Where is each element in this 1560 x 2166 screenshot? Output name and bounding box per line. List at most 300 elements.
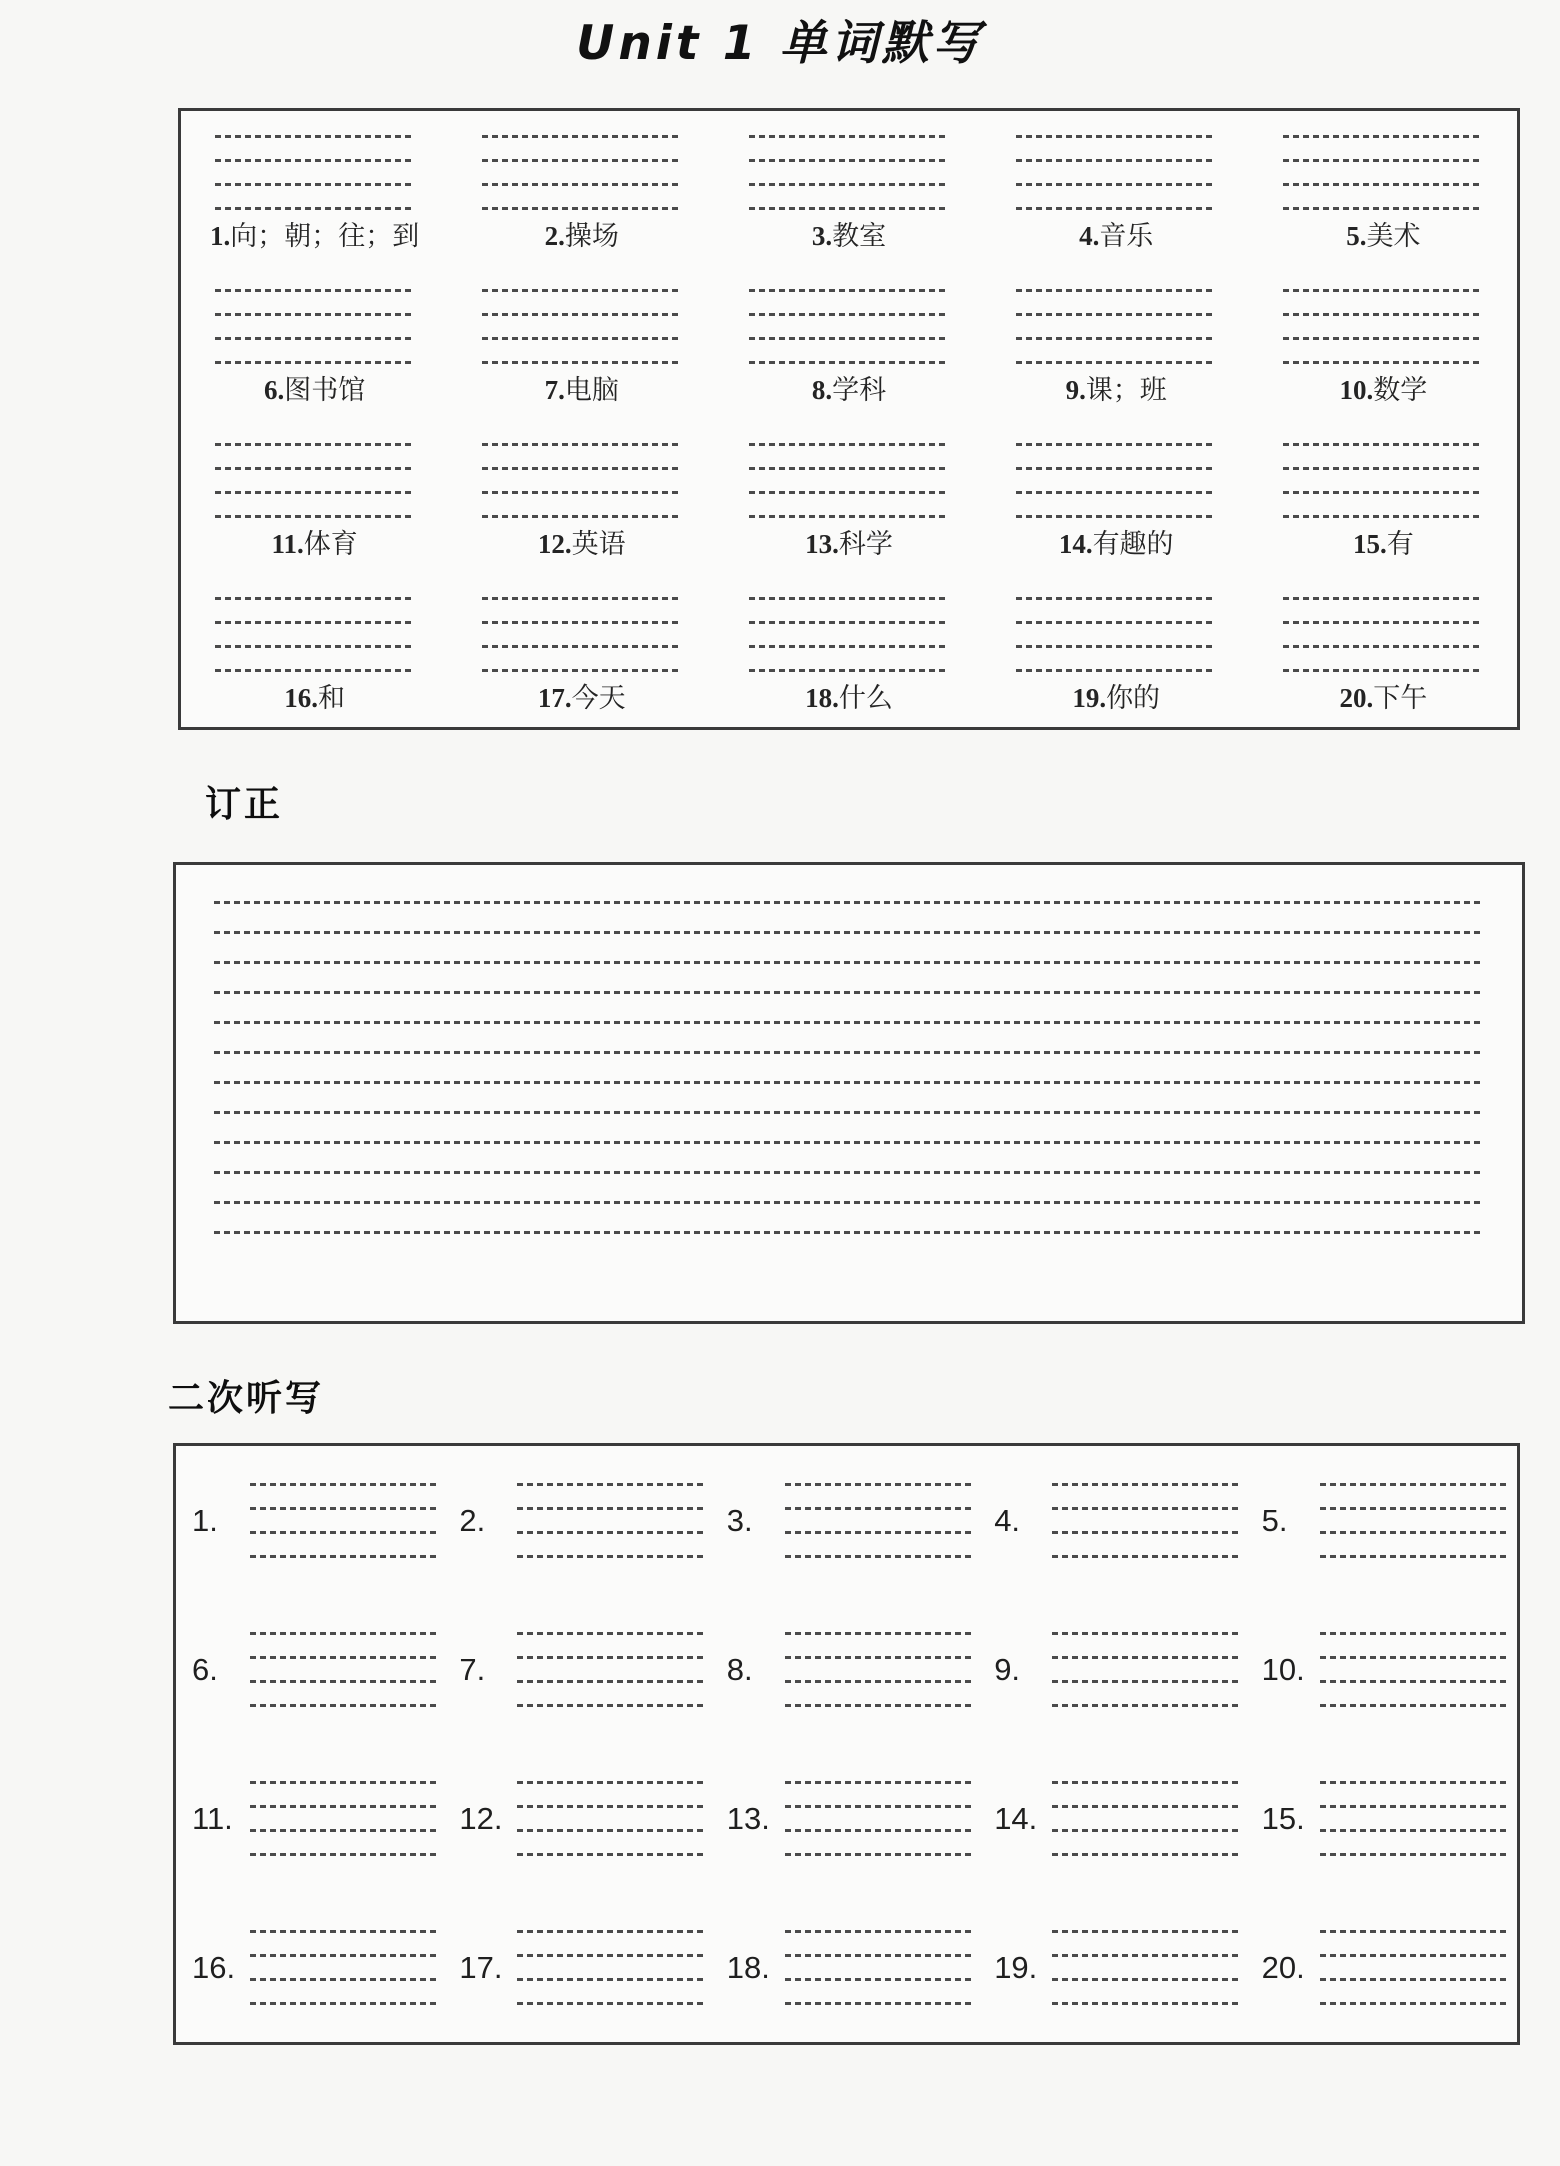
writing-line bbox=[517, 2002, 707, 2005]
writing-line bbox=[1052, 1781, 1242, 1784]
writing-line bbox=[1016, 669, 1216, 672]
item-line-stack bbox=[250, 1930, 440, 2005]
word-label bbox=[1066, 375, 1167, 406]
writing-line bbox=[1016, 183, 1216, 186]
word-number: 18. bbox=[805, 682, 839, 713]
writing-line bbox=[214, 1021, 1484, 1024]
writing-line bbox=[749, 491, 949, 494]
writing-line bbox=[482, 289, 682, 292]
item-line-stack bbox=[1320, 1483, 1510, 1558]
item-line-stack bbox=[1052, 1930, 1242, 2005]
writing-line bbox=[1016, 645, 1216, 648]
item-line-stack bbox=[785, 1930, 975, 2005]
writing-line bbox=[214, 1141, 1484, 1144]
word-number: 12. bbox=[537, 528, 572, 559]
word-cell bbox=[181, 111, 448, 265]
writing-line bbox=[1016, 443, 1216, 446]
writing-line bbox=[1320, 1853, 1510, 1856]
writing-line bbox=[749, 443, 949, 446]
word-cell bbox=[448, 111, 715, 265]
writing-line bbox=[785, 2002, 975, 2005]
writing-line bbox=[517, 1829, 707, 1832]
item-line-stack bbox=[1320, 1781, 1510, 1856]
word-label bbox=[284, 683, 345, 714]
writing-line bbox=[1016, 135, 1216, 138]
writing-line bbox=[215, 135, 415, 138]
item-number: 3. bbox=[726, 1502, 753, 1538]
word-cell bbox=[448, 419, 715, 573]
item-line-stack bbox=[1052, 1483, 1242, 1558]
word-cell bbox=[1250, 573, 1517, 727]
writing-line bbox=[785, 1853, 975, 1856]
word-number: 4. bbox=[1079, 220, 1100, 251]
writing-line bbox=[1016, 467, 1216, 470]
writing-line bbox=[517, 1483, 707, 1486]
word-label bbox=[812, 221, 886, 252]
writing-line bbox=[482, 621, 682, 624]
writing-line bbox=[749, 289, 949, 292]
writing-line bbox=[250, 1680, 440, 1683]
word-cell bbox=[983, 265, 1250, 419]
writing-line bbox=[517, 1805, 707, 1808]
writing-line bbox=[785, 1632, 975, 1635]
writing-line bbox=[1283, 313, 1483, 316]
writing-line bbox=[517, 1930, 707, 1933]
word-meaning: 课；班 bbox=[1085, 374, 1167, 405]
writing-line bbox=[785, 1555, 975, 1558]
writing-line bbox=[1320, 2002, 1510, 2005]
writing-line bbox=[250, 1555, 440, 1558]
word-label bbox=[805, 529, 893, 560]
writing-line bbox=[1320, 1507, 1510, 1510]
writing-line bbox=[250, 1632, 440, 1635]
writing-line bbox=[482, 515, 682, 518]
redictation-item bbox=[715, 1930, 982, 2005]
writing-line bbox=[1052, 1954, 1242, 1957]
writing-line bbox=[1016, 207, 1216, 210]
word-cell bbox=[448, 573, 715, 727]
word-meaning: 今天 bbox=[571, 682, 626, 713]
word-label bbox=[1353, 529, 1414, 560]
writing-line bbox=[482, 159, 682, 162]
writing-line bbox=[1052, 2002, 1242, 2005]
word-number: 19. bbox=[1072, 682, 1107, 713]
writing-line bbox=[785, 1781, 975, 1784]
writing-line bbox=[1016, 337, 1216, 340]
writing-line bbox=[1016, 361, 1216, 364]
redictation-item bbox=[982, 1930, 1249, 2005]
writing-line bbox=[214, 1111, 1484, 1114]
redictation-heading: 二次听写 bbox=[168, 1378, 325, 1419]
item-number: 18. bbox=[726, 1949, 770, 1985]
writing-line bbox=[1052, 1507, 1242, 1510]
writing-line bbox=[517, 1954, 707, 1957]
writing-line bbox=[1283, 289, 1483, 292]
writing-line bbox=[1320, 1805, 1510, 1808]
writing-line bbox=[250, 1805, 440, 1808]
word-number: 5. bbox=[1346, 220, 1367, 251]
redictation-item bbox=[715, 1632, 982, 1707]
redictation-item bbox=[180, 1930, 447, 2005]
writing-line bbox=[250, 1853, 440, 1856]
writing-line bbox=[1052, 1805, 1242, 1808]
item-line-stack bbox=[1320, 1632, 1510, 1707]
writing-line bbox=[785, 1507, 975, 1510]
item-number: 7. bbox=[459, 1651, 486, 1687]
word-label bbox=[538, 683, 626, 714]
writing-line bbox=[215, 597, 415, 600]
writing-line bbox=[749, 621, 949, 624]
item-number: 11. bbox=[192, 1800, 233, 1836]
word-number: 11. bbox=[271, 528, 304, 559]
word-label bbox=[812, 375, 886, 406]
word-meaning: 数学 bbox=[1373, 374, 1428, 405]
word-meaning: 有 bbox=[1386, 528, 1414, 559]
writing-line bbox=[1320, 1483, 1510, 1486]
word-cell bbox=[181, 419, 448, 573]
redictation-item bbox=[447, 1483, 714, 1558]
word-meaning: 你的 bbox=[1106, 682, 1161, 713]
writing-line bbox=[214, 931, 1484, 934]
writing-line bbox=[785, 1704, 975, 1707]
writing-line bbox=[214, 901, 1484, 904]
writing-line bbox=[1016, 313, 1216, 316]
writing-line bbox=[749, 135, 949, 138]
word-meaning: 教室 bbox=[832, 220, 887, 251]
redictation-grid bbox=[173, 1443, 1520, 2045]
writing-line bbox=[214, 961, 1484, 964]
word-label bbox=[538, 529, 626, 560]
redictation-item bbox=[1250, 1930, 1517, 2005]
writing-line bbox=[785, 1656, 975, 1659]
writing-line bbox=[517, 1978, 707, 1981]
writing-line bbox=[1283, 669, 1483, 672]
word-number: 9. bbox=[1065, 374, 1086, 405]
writing-line bbox=[1052, 1656, 1242, 1659]
writing-line bbox=[785, 1680, 975, 1683]
writing-line bbox=[214, 1201, 1484, 1204]
writing-line bbox=[482, 645, 682, 648]
writing-line bbox=[1016, 515, 1216, 518]
writing-line bbox=[749, 645, 949, 648]
word-cell bbox=[715, 111, 982, 265]
correction-line-group bbox=[214, 901, 1484, 994]
writing-line bbox=[749, 183, 949, 186]
writing-line bbox=[749, 467, 949, 470]
writing-line bbox=[517, 1704, 707, 1707]
writing-line bbox=[250, 1954, 440, 1957]
word-number: 10. bbox=[1339, 374, 1374, 405]
writing-line bbox=[215, 669, 415, 672]
redictation-item bbox=[1250, 1632, 1517, 1707]
writing-line bbox=[1320, 1930, 1510, 1933]
item-line-stack bbox=[785, 1483, 975, 1558]
word-label bbox=[545, 375, 619, 406]
word-meaning: 学科 bbox=[832, 374, 887, 405]
writing-line bbox=[214, 1171, 1484, 1174]
item-line-stack bbox=[517, 1632, 707, 1707]
writing-line bbox=[215, 621, 415, 624]
writing-line bbox=[1283, 597, 1483, 600]
writing-line bbox=[250, 1531, 440, 1534]
writing-line bbox=[1052, 1555, 1242, 1558]
item-number: 13. bbox=[726, 1800, 770, 1836]
writing-line bbox=[1052, 1483, 1242, 1486]
writing-line bbox=[250, 1483, 440, 1486]
word-label bbox=[1079, 221, 1153, 252]
writing-line bbox=[1052, 1680, 1242, 1683]
redictation-item bbox=[1250, 1483, 1517, 1558]
word-cell bbox=[1250, 265, 1517, 419]
writing-line bbox=[1320, 1704, 1510, 1707]
word-number: 20. bbox=[1339, 682, 1374, 713]
writing-line bbox=[1320, 1954, 1510, 1957]
word-number: 17. bbox=[537, 682, 572, 713]
word-cell bbox=[181, 265, 448, 419]
item-number: 15. bbox=[1261, 1800, 1305, 1836]
writing-line bbox=[749, 669, 949, 672]
writing-line bbox=[1016, 597, 1216, 600]
item-number: 10. bbox=[1261, 1651, 1305, 1687]
writing-line bbox=[517, 1656, 707, 1659]
word-cell bbox=[983, 573, 1250, 727]
writing-line bbox=[215, 313, 415, 316]
writing-line bbox=[482, 313, 682, 316]
writing-line bbox=[1283, 515, 1483, 518]
word-dictation-grid bbox=[178, 108, 1520, 730]
writing-line bbox=[1283, 645, 1483, 648]
writing-line bbox=[215, 467, 415, 470]
word-number: 15. bbox=[1353, 528, 1387, 559]
word-label bbox=[1346, 221, 1420, 252]
writing-line bbox=[482, 135, 682, 138]
writing-line bbox=[250, 1656, 440, 1659]
word-label bbox=[271, 529, 357, 560]
writing-line bbox=[215, 361, 415, 364]
word-meaning: 体育 bbox=[303, 528, 358, 559]
word-cell bbox=[715, 573, 982, 727]
word-number: 3. bbox=[811, 220, 833, 251]
writing-line bbox=[1052, 1704, 1242, 1707]
writing-line bbox=[1320, 1656, 1510, 1659]
writing-line bbox=[1052, 1853, 1242, 1856]
item-line-stack bbox=[517, 1483, 707, 1558]
writing-line bbox=[1052, 1531, 1242, 1534]
word-label bbox=[545, 221, 619, 252]
item-number: 9. bbox=[994, 1651, 1021, 1687]
redictation-item bbox=[180, 1781, 447, 1856]
writing-line bbox=[1283, 621, 1483, 624]
writing-line bbox=[749, 515, 949, 518]
writing-line bbox=[1283, 183, 1483, 186]
word-cell bbox=[715, 419, 982, 573]
word-meaning: 和 bbox=[317, 682, 345, 713]
item-number: 8. bbox=[726, 1651, 753, 1687]
writing-line bbox=[1283, 467, 1483, 470]
writing-line bbox=[749, 597, 949, 600]
writing-line bbox=[215, 645, 415, 648]
word-meaning: 下午 bbox=[1373, 682, 1428, 713]
writing-line bbox=[215, 337, 415, 340]
correction-line-group bbox=[214, 1021, 1484, 1114]
word-meaning: 美术 bbox=[1366, 220, 1421, 251]
writing-line bbox=[215, 289, 415, 292]
writing-line bbox=[1052, 1829, 1242, 1832]
item-line-stack bbox=[517, 1781, 707, 1856]
redictation-item bbox=[715, 1781, 982, 1856]
word-number: 13. bbox=[805, 528, 839, 559]
writing-line bbox=[1016, 159, 1216, 162]
item-number: 14. bbox=[994, 1800, 1038, 1836]
writing-line bbox=[517, 1507, 707, 1510]
writing-line bbox=[1016, 491, 1216, 494]
item-number: 2. bbox=[459, 1502, 486, 1538]
writing-line bbox=[250, 1978, 440, 1981]
word-meaning: 英语 bbox=[571, 528, 626, 559]
word-label bbox=[210, 221, 419, 252]
writing-line bbox=[517, 1555, 707, 1558]
writing-line bbox=[785, 1483, 975, 1486]
writing-line bbox=[785, 1978, 975, 1981]
writing-line bbox=[250, 1829, 440, 1832]
writing-line bbox=[250, 1507, 440, 1510]
redictation-item bbox=[1250, 1781, 1517, 1856]
writing-line bbox=[749, 361, 949, 364]
item-line-stack bbox=[250, 1632, 440, 1707]
word-cell bbox=[181, 573, 448, 727]
writing-line bbox=[1052, 1632, 1242, 1635]
writing-line bbox=[482, 361, 682, 364]
writing-line bbox=[785, 1805, 975, 1808]
item-line-stack bbox=[1052, 1781, 1242, 1856]
writing-line bbox=[482, 467, 682, 470]
item-line-stack bbox=[250, 1781, 440, 1856]
writing-line bbox=[785, 1930, 975, 1933]
word-cell bbox=[983, 419, 1250, 573]
writing-line bbox=[214, 1231, 1484, 1234]
word-number: 14. bbox=[1058, 528, 1093, 559]
writing-line bbox=[785, 1954, 975, 1957]
redictation-item bbox=[180, 1483, 447, 1558]
writing-line bbox=[1283, 491, 1483, 494]
word-label bbox=[805, 683, 893, 714]
writing-line bbox=[250, 2002, 440, 2005]
item-number: 5. bbox=[1261, 1502, 1288, 1538]
word-cell bbox=[1250, 111, 1517, 265]
word-meaning: 图书馆 bbox=[284, 374, 366, 405]
word-meaning: 电脑 bbox=[564, 374, 619, 405]
correction-heading: 订正 bbox=[205, 784, 284, 825]
word-cell bbox=[983, 111, 1250, 265]
item-number: 19. bbox=[994, 1949, 1038, 1985]
word-cell bbox=[715, 265, 982, 419]
writing-line bbox=[1283, 159, 1483, 162]
redictation-item bbox=[982, 1632, 1249, 1707]
word-number: 6. bbox=[263, 374, 285, 405]
writing-line bbox=[1320, 1978, 1510, 1981]
writing-line bbox=[215, 443, 415, 446]
writing-line bbox=[250, 1930, 440, 1933]
item-number: 1. bbox=[192, 1502, 218, 1538]
item-line-stack bbox=[785, 1632, 975, 1707]
writing-line bbox=[1283, 207, 1483, 210]
writing-line bbox=[1283, 361, 1483, 364]
word-meaning: 有趣的 bbox=[1092, 528, 1174, 559]
writing-line bbox=[1283, 337, 1483, 340]
writing-line bbox=[1320, 1781, 1510, 1784]
word-label bbox=[1340, 683, 1428, 714]
word-number: 8. bbox=[811, 374, 833, 405]
redictation-item bbox=[447, 1930, 714, 2005]
item-line-stack bbox=[1052, 1632, 1242, 1707]
item-number: 20. bbox=[1261, 1949, 1305, 1985]
writing-line bbox=[482, 207, 682, 210]
item-line-stack bbox=[517, 1930, 707, 2005]
item-number: 17. bbox=[459, 1949, 503, 1985]
item-line-stack bbox=[1320, 1930, 1510, 2005]
word-cell bbox=[448, 265, 715, 419]
writing-line bbox=[1320, 1531, 1510, 1534]
writing-line bbox=[785, 1829, 975, 1832]
writing-line bbox=[215, 491, 415, 494]
writing-line bbox=[517, 1853, 707, 1856]
writing-line bbox=[749, 337, 949, 340]
correction-line-group bbox=[214, 1141, 1484, 1234]
item-number: 4. bbox=[994, 1502, 1021, 1538]
redictation-item bbox=[982, 1781, 1249, 1856]
page-title: Unit 1 单词默写 bbox=[576, 16, 984, 71]
writing-line bbox=[1320, 1632, 1510, 1635]
writing-line bbox=[1283, 443, 1483, 446]
writing-line bbox=[250, 1704, 440, 1707]
redictation-item bbox=[982, 1483, 1249, 1558]
writing-line bbox=[214, 1081, 1484, 1084]
writing-line bbox=[482, 183, 682, 186]
writing-line bbox=[749, 313, 949, 316]
writing-line bbox=[749, 159, 949, 162]
word-meaning: 操场 bbox=[564, 220, 619, 251]
item-line-stack bbox=[785, 1781, 975, 1856]
writing-line bbox=[482, 443, 682, 446]
redictation-item bbox=[447, 1632, 714, 1707]
writing-line bbox=[250, 1781, 440, 1784]
word-meaning: 向；朝；往；到 bbox=[230, 220, 420, 251]
writing-line bbox=[482, 491, 682, 494]
writing-line bbox=[517, 1680, 707, 1683]
redictation-item bbox=[180, 1632, 447, 1707]
writing-line bbox=[215, 183, 415, 186]
writing-line bbox=[215, 207, 415, 210]
writing-line bbox=[482, 669, 682, 672]
writing-line bbox=[1052, 1930, 1242, 1933]
writing-line bbox=[749, 207, 949, 210]
item-number: 16. bbox=[192, 1949, 236, 1985]
writing-line bbox=[214, 1051, 1484, 1054]
word-meaning: 音乐 bbox=[1099, 220, 1154, 251]
word-meaning: 什么 bbox=[838, 682, 893, 713]
writing-line bbox=[1016, 621, 1216, 624]
writing-line bbox=[1016, 289, 1216, 292]
word-number: 16. bbox=[284, 682, 318, 713]
word-label bbox=[1059, 529, 1174, 560]
writing-line bbox=[517, 1781, 707, 1784]
item-number: 6. bbox=[192, 1651, 218, 1687]
word-label bbox=[1340, 375, 1428, 406]
word-label bbox=[1072, 683, 1160, 714]
word-number: 1. bbox=[209, 220, 231, 251]
word-number: 7. bbox=[544, 374, 565, 405]
word-label bbox=[264, 375, 365, 406]
